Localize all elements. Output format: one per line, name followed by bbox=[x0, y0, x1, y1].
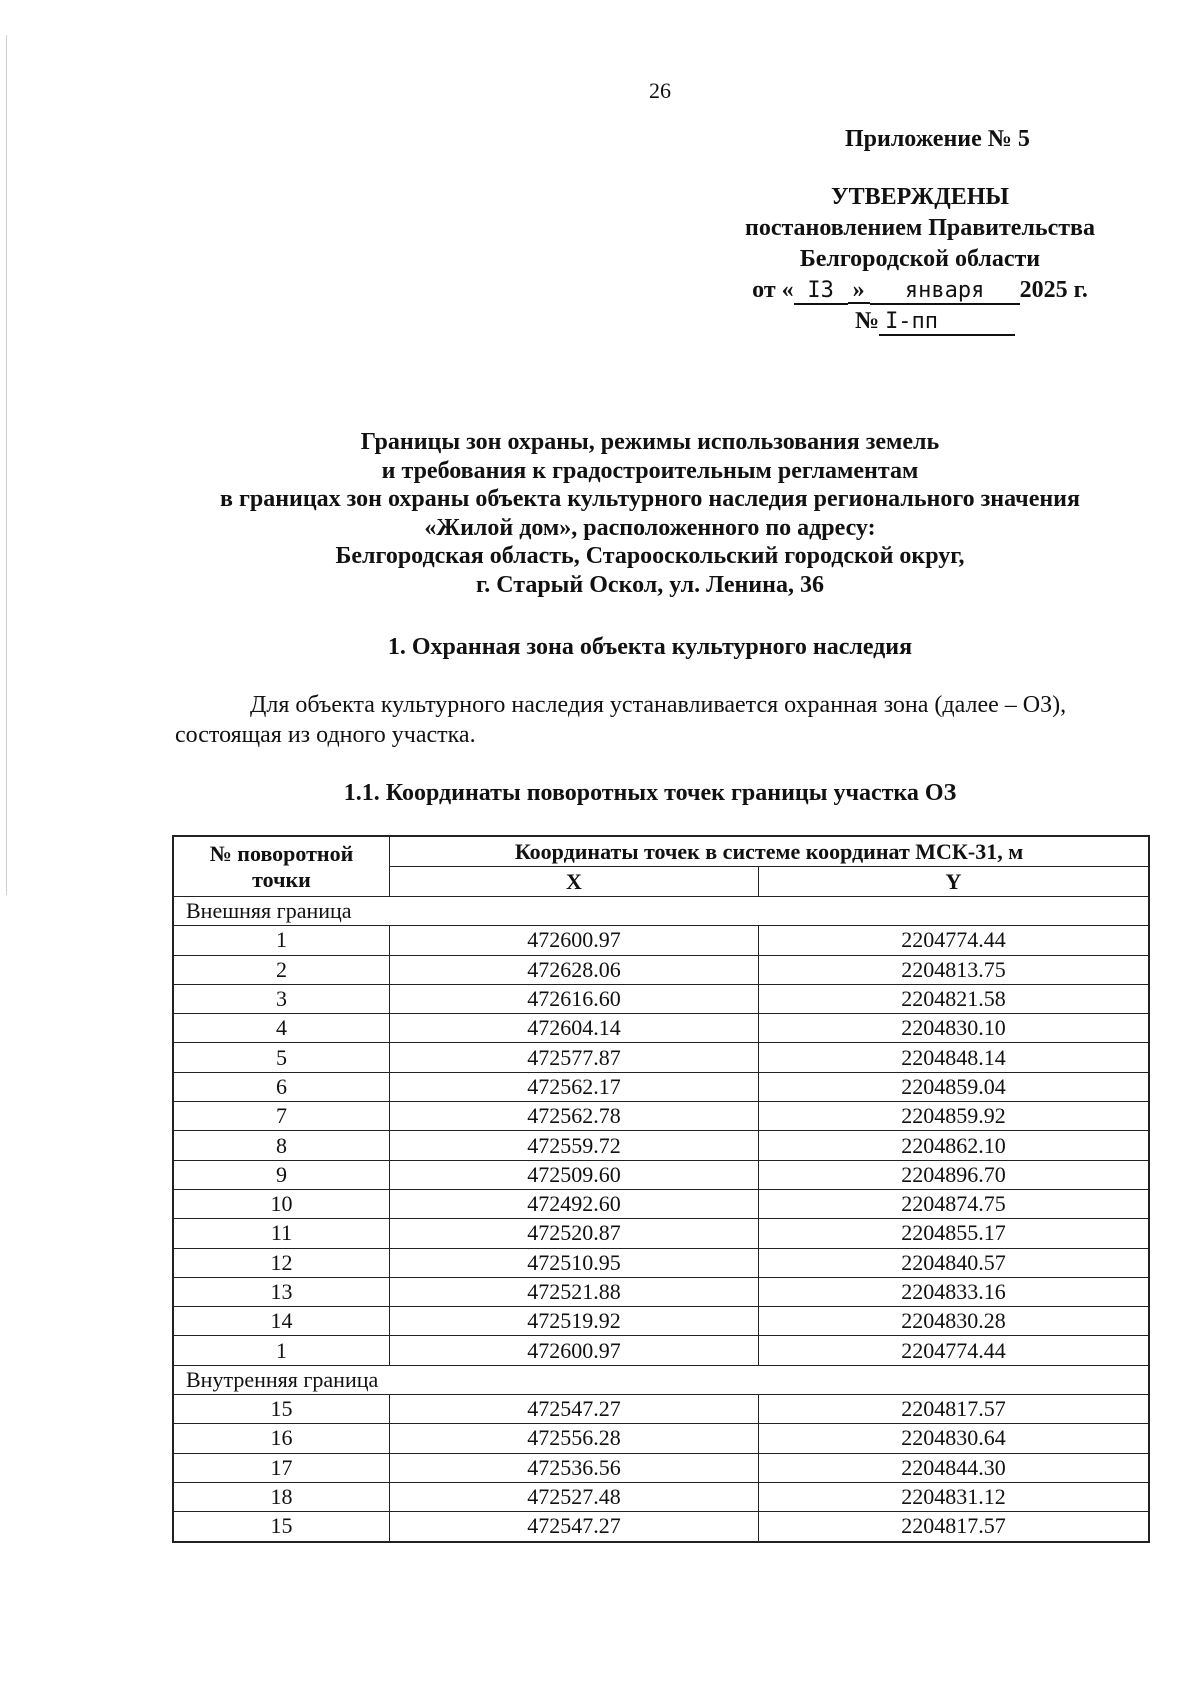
y-coordinate-cell: 2204830.28 bbox=[759, 1307, 1150, 1336]
document-number: I-пп bbox=[879, 310, 1015, 336]
point-number-cell: 1 bbox=[173, 926, 390, 955]
y-coordinate-cell: 2204831.12 bbox=[759, 1482, 1150, 1511]
date-year: 2025 г. bbox=[1019, 277, 1088, 303]
table-row bbox=[173, 1307, 1149, 1336]
group-label: Внутренняя граница bbox=[173, 1365, 1149, 1394]
x-coordinate-cell: 472577.87 bbox=[390, 1043, 759, 1072]
point-number-cell: 8 bbox=[173, 1131, 390, 1160]
title-line: «Жилой дом», расположенного по адресу: bbox=[424, 514, 876, 541]
x-coordinate-cell: 472562.78 bbox=[390, 1102, 759, 1131]
y-coordinate-cell: 2204833.16 bbox=[759, 1277, 1150, 1306]
title-line: Границы зон охраны, режимы использования земель bbox=[360, 429, 940, 455]
x-coordinate-cell: 472616.60 bbox=[390, 984, 759, 1013]
point-number-cell: 11 bbox=[173, 1219, 390, 1248]
table-row bbox=[173, 1131, 1149, 1160]
x-coordinate-cell: 472510.95 bbox=[390, 1248, 759, 1277]
approval-number bbox=[700, 306, 1140, 337]
x-coordinate-cell: 472536.56 bbox=[390, 1453, 759, 1482]
section-1-title: 1. Охранная зона объекта культурного наследия bbox=[387, 634, 913, 660]
x-coordinate-cell: 472527.48 bbox=[390, 1482, 759, 1511]
table-row bbox=[173, 1277, 1149, 1306]
table-row bbox=[173, 1043, 1149, 1072]
y-coordinate-cell: 2204848.14 bbox=[759, 1043, 1150, 1072]
header-coordinates: Координаты точек в системе координат МСК-31, м bbox=[390, 836, 1150, 867]
x-coordinate-cell: 472547.27 bbox=[390, 1512, 759, 1542]
table-row bbox=[173, 1014, 1149, 1043]
paragraph-text: Для объекта культурного наследия устанавливается охранная зона (далее – ОЗ), состоящая из одного участка. bbox=[175, 692, 1067, 748]
y-coordinate-cell: 2204874.75 bbox=[759, 1189, 1150, 1218]
header-y: Y bbox=[759, 867, 1150, 897]
point-number-cell: 18 bbox=[173, 1482, 390, 1511]
x-coordinate-cell: 472547.27 bbox=[390, 1395, 759, 1424]
point-number-cell: 3 bbox=[173, 984, 390, 1013]
header-point-line-2: точки bbox=[252, 866, 311, 892]
page-number: 26 bbox=[649, 78, 671, 103]
y-coordinate-cell: 2204844.30 bbox=[759, 1453, 1150, 1482]
x-coordinate-cell: 472600.97 bbox=[390, 1336, 759, 1365]
date-prefix: от « bbox=[752, 277, 794, 303]
date-day: I3 bbox=[794, 279, 848, 305]
y-coordinate-cell: 2204817.57 bbox=[759, 1512, 1150, 1542]
header-point-line-1: № поворотной bbox=[209, 840, 354, 866]
table-row bbox=[173, 1102, 1149, 1131]
y-coordinate-cell: 2204855.17 bbox=[759, 1219, 1150, 1248]
x-coordinate-cell: 472520.87 bbox=[390, 1219, 759, 1248]
table-row bbox=[173, 1072, 1149, 1101]
table-row bbox=[173, 984, 1149, 1013]
y-coordinate-cell: 2204862.10 bbox=[759, 1131, 1150, 1160]
table-row bbox=[173, 1424, 1149, 1453]
table-row bbox=[173, 926, 1149, 955]
point-number-cell: 6 bbox=[173, 1072, 390, 1101]
point-number-cell: 5 bbox=[173, 1043, 390, 1072]
table-row bbox=[173, 1219, 1149, 1248]
table-row bbox=[173, 1336, 1149, 1365]
approval-heading: УТВЕРЖДЕНЫ bbox=[831, 184, 1009, 210]
body-paragraph bbox=[175, 690, 1150, 750]
y-coordinate-cell: 2204830.64 bbox=[759, 1424, 1150, 1453]
table-row bbox=[173, 955, 1149, 984]
table-row bbox=[173, 1248, 1149, 1277]
point-number-cell: 16 bbox=[173, 1424, 390, 1453]
approval-date bbox=[700, 275, 1140, 306]
x-coordinate-cell: 472509.60 bbox=[390, 1160, 759, 1189]
title-line: г. Старый Оскол, ул. Ленина, 36 bbox=[476, 571, 824, 598]
table-row bbox=[173, 1160, 1149, 1189]
header-point-number bbox=[173, 836, 390, 897]
point-number-cell: 14 bbox=[173, 1307, 390, 1336]
table-row bbox=[173, 1189, 1149, 1218]
point-number-cell: 9 bbox=[173, 1160, 390, 1189]
y-coordinate-cell: 2204821.58 bbox=[759, 984, 1150, 1013]
header-x: X bbox=[390, 867, 759, 897]
x-coordinate-cell: 472600.97 bbox=[390, 926, 759, 955]
date-month: января bbox=[870, 279, 1020, 305]
table-row bbox=[173, 1482, 1149, 1511]
group-label: Внешняя граница bbox=[173, 897, 1149, 926]
x-coordinate-cell: 472556.28 bbox=[390, 1424, 759, 1453]
title-line: и требования к градостроительным регламентам bbox=[381, 457, 919, 484]
y-coordinate-cell: 2204830.10 bbox=[759, 1014, 1150, 1043]
point-number-cell: 15 bbox=[173, 1512, 390, 1542]
title-line: Белгородская область, Старооскольский городской округ, bbox=[335, 543, 965, 570]
table-row bbox=[173, 1395, 1149, 1424]
y-coordinate-cell: 2204774.44 bbox=[759, 926, 1150, 955]
y-coordinate-cell: 2204896.70 bbox=[759, 1160, 1150, 1189]
y-coordinate-cell: 2204859.04 bbox=[759, 1072, 1150, 1101]
table-group-row bbox=[173, 1365, 1149, 1394]
subsection-title: 1.1. Координаты поворотных точек границы участка ОЗ bbox=[343, 780, 957, 806]
coordinates-table bbox=[172, 835, 1150, 1543]
approval-line-1: постановлением Правительства bbox=[744, 215, 1095, 241]
table-group-row bbox=[173, 897, 1149, 926]
table-row bbox=[173, 1453, 1149, 1482]
y-coordinate-cell: 2204813.75 bbox=[759, 955, 1150, 984]
approval-line-2: Белгородской области bbox=[799, 246, 1041, 272]
point-number-cell: 17 bbox=[173, 1453, 390, 1482]
x-coordinate-cell: 472604.14 bbox=[390, 1014, 759, 1043]
x-coordinate-cell: 472519.92 bbox=[390, 1307, 759, 1336]
point-number-cell: 15 bbox=[173, 1395, 390, 1424]
x-coordinate-cell: 472559.72 bbox=[390, 1131, 759, 1160]
y-coordinate-cell: 2204774.44 bbox=[759, 1336, 1150, 1365]
y-coordinate-cell: 2204859.92 bbox=[759, 1102, 1150, 1131]
point-number-cell: 13 bbox=[173, 1277, 390, 1306]
point-number-cell: 12 bbox=[173, 1248, 390, 1277]
point-number-cell: 10 bbox=[173, 1189, 390, 1218]
title-line: в границах зон охраны объекта культурного наследия регионального значения bbox=[219, 486, 1080, 513]
document-title bbox=[150, 428, 1150, 600]
x-coordinate-cell: 472628.06 bbox=[390, 955, 759, 984]
point-number-cell: 2 bbox=[173, 955, 390, 984]
table-row bbox=[173, 1512, 1149, 1542]
number-prefix: № bbox=[854, 308, 880, 334]
y-coordinate-cell: 2204817.57 bbox=[759, 1395, 1150, 1424]
point-number-cell: 7 bbox=[173, 1102, 390, 1131]
x-coordinate-cell: 472521.88 bbox=[390, 1277, 759, 1306]
x-coordinate-cell: 472492.60 bbox=[390, 1189, 759, 1218]
point-number-cell: 1 bbox=[173, 1336, 390, 1365]
scan-margin-line bbox=[6, 35, 7, 895]
point-number-cell: 4 bbox=[173, 1014, 390, 1043]
y-coordinate-cell: 2204840.57 bbox=[759, 1248, 1150, 1277]
approval-block bbox=[700, 182, 1140, 337]
date-quote-close: » bbox=[848, 278, 870, 304]
x-coordinate-cell: 472562.17 bbox=[390, 1072, 759, 1101]
appendix-label: Приложение № 5 bbox=[845, 126, 1030, 152]
